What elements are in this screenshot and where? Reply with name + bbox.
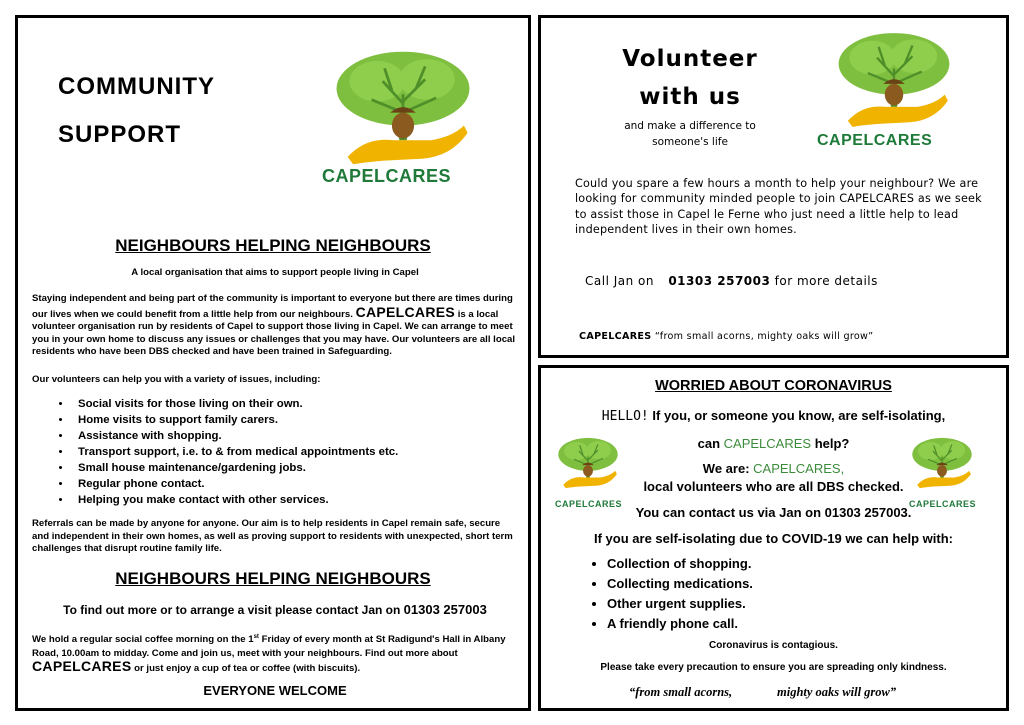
list-item: • Collecting medications. (607, 574, 753, 594)
hello-line (541, 408, 1006, 424)
footer-brand: CAPELCARES (579, 331, 652, 342)
quote-part-1: “from small acorns, (629, 685, 733, 699)
community-support-flyer (15, 15, 531, 711)
coffee-text-3: or just enjoy a cup of tea or coffee (with biscuits). (134, 663, 361, 674)
capelcares-tree-logo (328, 48, 478, 168)
intro-before: Staying independent and being part of the community is important to everyone but there are times during our lives when we could benefit from a little help from our neighbours. (32, 293, 513, 320)
list-item: • Other urgent supplies. (607, 594, 753, 614)
tagline: A local organisation that aims to support people living in Capel (131, 267, 419, 278)
hello-text: HELLO! (601, 409, 649, 424)
coronavirus-heading: WORRIED ABOUT CORONAVIRUS (655, 378, 892, 394)
coffee-paragraph (32, 631, 518, 675)
logo-wordmark: CAPELCARES (817, 132, 933, 149)
contact-phone: 01303 257003 (403, 602, 487, 617)
list-item: • Helping you make contact with other services. (72, 492, 398, 508)
covid-help-list (591, 554, 753, 634)
list-item: • Assistance with shopping. (72, 428, 398, 444)
logo-wordmark: CAPELCARES (322, 166, 452, 186)
list-item: • Collection of shopping. (607, 554, 753, 574)
coffee-text-1: We hold a regular social coffee morning on the 1 (32, 634, 254, 646)
self-isolating-text: If you, or someone you know, are self-isolating, (652, 408, 946, 423)
can-brand: CAPELCARES (723, 436, 812, 451)
intro-brand: CAPELCARES (355, 303, 456, 320)
quote-part-2: mighty oaks will grow” (777, 685, 897, 699)
help-intro: Our volunteers can help you with a variety of issues, including: (32, 374, 321, 385)
list-item: • A friendly phone call. (607, 614, 753, 634)
call-phone: 01303 257003 (668, 274, 771, 288)
capelcares-tree-logo (819, 30, 969, 130)
volunteer-title (585, 40, 795, 116)
list-item: • Social visits for those living on their own. (72, 396, 398, 412)
volunteer-title-line2: with us (639, 84, 741, 110)
volunteer-footer (579, 331, 873, 342)
footer-quote: “from small acorns, mighty oaks will grow” (654, 331, 874, 342)
help-list (54, 396, 398, 508)
dbs-line: local volunteers who are all DBS checked. (643, 479, 904, 494)
help-intro-line: If you are self-isolating due to COVID-19 we can help with: (594, 531, 953, 546)
list-item: • Small house maintenance/gardening jobs. (72, 460, 398, 476)
contact-text: To find out more or to arrange a visit please contact Jan on (63, 603, 401, 617)
referrals-paragraph: Referrals can be made by anyone for anyone. Our aim is to help residents in Capel remain safe, secure and independent in their own homes, as well as proving support to residents with unexpected, short term challenges that disrupt routine family life. (32, 518, 513, 555)
logo-wordmark-right: CAPELCARES (909, 499, 977, 509)
call-text: Call Jan on (585, 274, 654, 288)
capelcares-tree-logo-right (909, 432, 975, 494)
coffee-text-2: Friday of every month at St Radigund's Hall in Albany Road, 10.00am to midday. Come and join us, meet with your neighbours. Find out more about (32, 634, 506, 659)
contact-line: You can contact us via Jan on 01303 257003. (635, 505, 912, 520)
can-text: can (697, 436, 721, 451)
contact-line (32, 602, 518, 618)
help-text: help? (814, 436, 850, 451)
volunteer-subtitle-line2: someone's life (652, 136, 728, 148)
intro-paragraph (32, 293, 518, 359)
coffee-brand: CAPELCARES (32, 658, 132, 674)
volunteer-body: Could you spare a few hours a month to help your neighbour? We are looking for community minded people to join CAPELCARES as we seek to assist those in Capel le Ferne who just need a little help to lead independent lives in their own homes. (575, 177, 982, 237)
contagious-line: Coronavirus is contagious. (709, 640, 838, 651)
everyone-welcome: EVERYONE WELCOME (203, 683, 347, 698)
call-after: for more details (774, 274, 878, 288)
logo-wordmark-left: CAPELCARES (555, 499, 623, 509)
volunteer-subtitle-line1: and make a difference to (624, 120, 756, 132)
section-heading: NEIGHBOURS HELPING NEIGHBOURS (115, 236, 431, 255)
page-title-line2: SUPPORT (58, 121, 182, 148)
volunteer-title-line1: Volunteer (622, 46, 758, 72)
we-are-text: We are: (702, 461, 750, 476)
we-are-brand: CAPELCARES, (753, 461, 845, 476)
volunteer-subtitle (585, 118, 795, 150)
coffee-ordinal: st (253, 634, 259, 640)
capelcares-tree-logo-left (555, 432, 621, 494)
list-item: • Home visits to support family carers. (72, 412, 398, 428)
section-heading-2: NEIGHBOURS HELPING NEIGHBOURS (115, 569, 431, 588)
precaution-line: Please take every precaution to ensure you are spreading only kindness. (600, 662, 947, 673)
page-title-line1: COMMUNITY (58, 73, 215, 100)
coronavirus-flyer (538, 365, 1009, 711)
intro-after: is a local volunteer organisation run by residents of Capel to support those living in Capel. We can arrange to meet you in your own home to discuss any issues or challenges that you may have. Our volunteers are all local residents who have been DBS checked and have been trained in Safeguarding. (32, 308, 516, 358)
list-item: • Transport support, i.e. to & from medical appointments etc. (72, 444, 398, 460)
list-item: • Regular phone contact. (72, 476, 398, 492)
volunteer-flyer (538, 15, 1009, 358)
call-line (585, 274, 878, 288)
